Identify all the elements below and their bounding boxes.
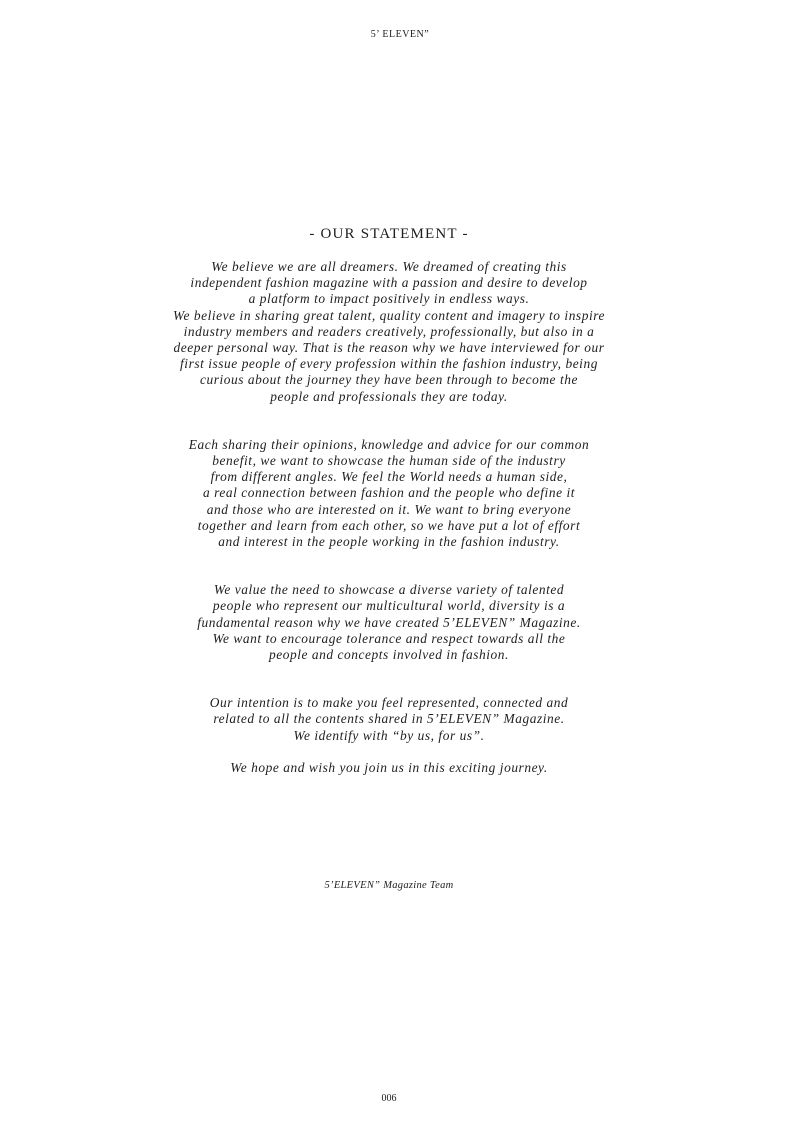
text-line: We value the need to showcase a diverse variety of talented (213, 582, 565, 598)
text-line: Each sharing their opinions, knowledge and advice for our common (188, 436, 590, 452)
statement-body (100, 259, 678, 776)
text-line: people who represent our multicultural world, diversity is a (212, 598, 566, 614)
text-line: from different angles. We feel the World needs a human side, (210, 469, 568, 485)
text-line: deeper personal way. That is the reason why we have interviewed for our (173, 340, 605, 356)
paragraph-3 (100, 582, 678, 663)
text-line: fundamental reason why we have created 5’ELEVEN” Magazine. (197, 614, 581, 630)
paragraph-4 (100, 695, 678, 744)
text-line: related to all the contents shared in 5’ELEVEN” Magazine. (213, 711, 565, 727)
page-title: - OUR STATEMENT - (309, 226, 469, 242)
text-line: independent fashion magazine with a passion and desire to develop (190, 275, 588, 291)
text-line: and those who are interested on it. We want to bring everyone (206, 501, 572, 517)
text-line: We believe we are all dreamers. We dreamed of creating this (211, 259, 567, 274)
paragraph-1 (100, 259, 678, 405)
text-line: benefit, we want to showcase the human side of the industry (212, 453, 566, 469)
paragraph-2 (100, 437, 678, 550)
paragraph-5 (100, 760, 678, 776)
text-line: industry members and readers creatively, professionally, but also in a (183, 323, 595, 339)
magazine-header: 5’ ELEVEN” (370, 29, 430, 40)
text-line: curious about the journey they have been through to become the (200, 372, 578, 388)
text-line: first issue people of every profession within the fashion industry, being (180, 356, 598, 372)
text-line: We identify with “by us, for us”. (293, 727, 485, 743)
text-line: a platform to impact positively in endless ways. (248, 291, 530, 307)
text-line: together and learn from each other, so we have put a lot of effort (197, 517, 581, 533)
text-line: and interest in the people working in the fashion industry. (218, 534, 560, 550)
text-line: We believe in sharing great talent, quality content and imagery to inspire (173, 307, 605, 323)
page-number: 006 (381, 1093, 397, 1104)
text-line: people and professionals they are today. (270, 388, 508, 404)
text-line: We hope and wish you join us in this exciting journey. (230, 759, 548, 775)
text-line: people and concepts involved in fashion. (269, 647, 509, 663)
text-line: We want to encourage tolerance and respect towards all the (212, 630, 566, 646)
signature: 5’ELEVEN” Magazine Team (324, 880, 454, 891)
text-line: a real connection between fashion and the people who define it (202, 485, 576, 501)
text-line: Our intention is to make you feel represented, connected and (209, 695, 569, 711)
